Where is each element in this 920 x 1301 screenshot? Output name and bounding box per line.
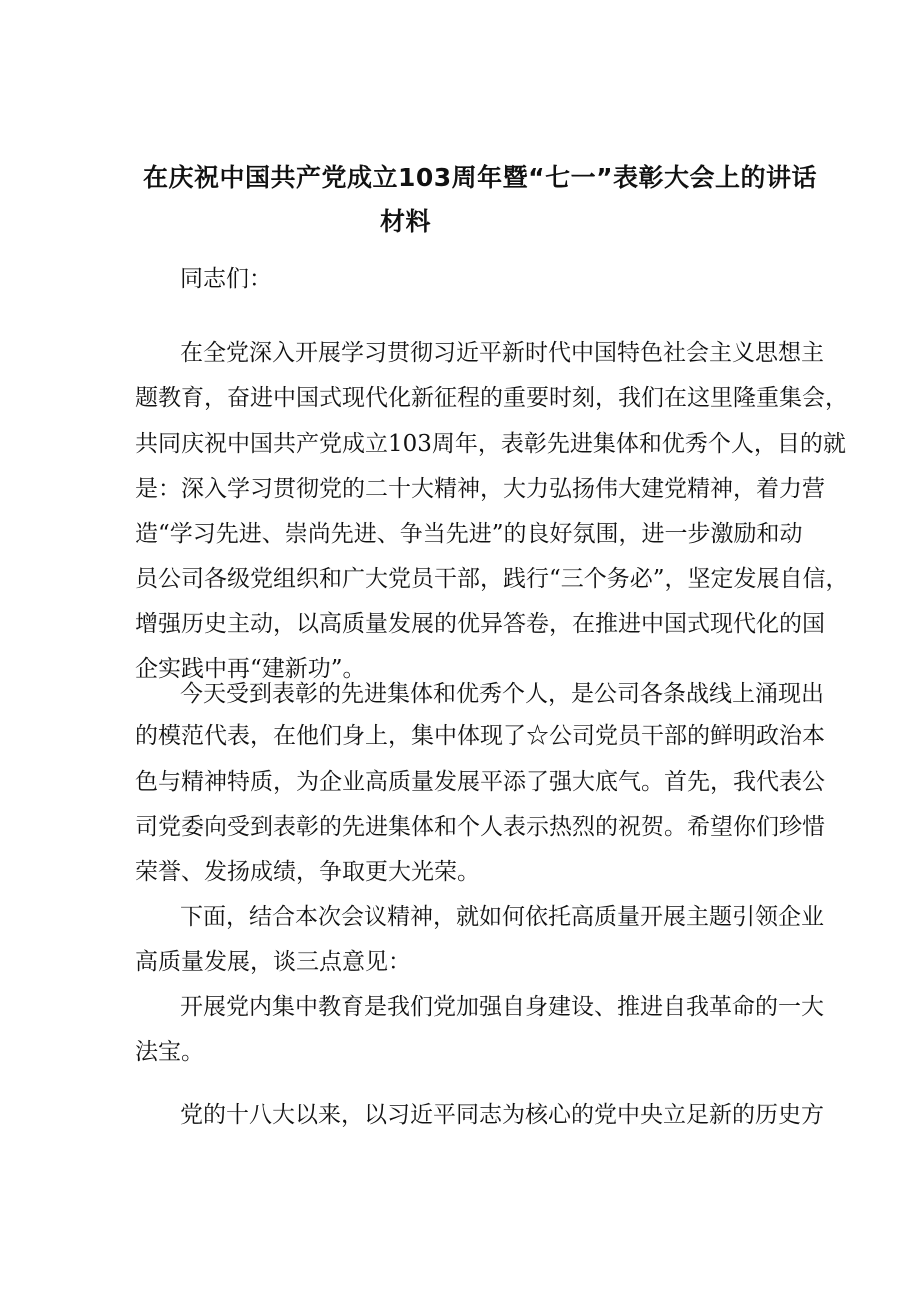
paragraph-line: 企实践中再“建新功”。: [135, 656, 366, 682]
paragraph-line: 员公司各级党组织和广大党员干部，践行“三个务必”，坚定发展自信，: [135, 566, 849, 592]
paragraph-line: 增强历史主动，以高质量发展的优异答卷，在推进中国式现代化的国: [135, 611, 825, 637]
paragraph-line: 题教育，奋进中国式现代化新征程的重要时刻，我们在这里隆重集会，: [135, 385, 848, 411]
paragraph-line: 荣誉、发扬成绩，争取更大光荣。: [135, 859, 480, 885]
paragraph-line: 今天受到表彰的先进集体和优秀个人，是公司各条战线上涌现出: [180, 681, 824, 707]
paragraph-line: 在全党深入开展学习贯彻习近平新时代中国特色社会主义思想主: [180, 340, 824, 366]
paragraph-line: 色与精神特质，为企业高质量发展平添了强大底气。首先，我代表公: [135, 769, 825, 795]
paragraph-line: 高质量发展，谈三点意见：: [135, 949, 411, 975]
paragraph-line: 法宝。: [135, 1039, 204, 1065]
paragraph-line: 的模范代表，在他们身上，集中体现了☆公司党员干部的鲜明政治本: [135, 723, 825, 749]
paragraph-line: 是：深入学习贯彻党的二十大精神，大力弘扬伟大建党精神，着力营: [135, 476, 825, 502]
paragraph-line: 开展党内集中教育是我们党加强自身建设、推进自我革命的一大: [180, 994, 824, 1020]
paragraph-line: 造“学习先进、崇尚先进、争当先进”的良好氛围，进一步激励和动: [135, 521, 803, 547]
document-title-line-2: 材料: [380, 207, 432, 236]
document-title-line-1: 在庆祝中国共产党成立103周年暨“七一”表彰大会上的讲话: [142, 163, 818, 192]
paragraph-line: 司党委向受到表彰的先进集体和个人表示热烈的祝贺。希望你们珍惜: [135, 814, 825, 840]
paragraph-line: 下面，结合本次会议精神，就如何依托高质量开展主题引领企业: [180, 904, 824, 930]
paragraph-line: 共同庆祝中国共产党成立103周年，表彰先进集体和优秀个人，目的就: [135, 431, 846, 457]
paragraph-line: 党的十八大以来，以习近平同志为核心的党中央立足新的历史方: [180, 1102, 824, 1128]
salutation: 同志们：: [180, 266, 272, 292]
